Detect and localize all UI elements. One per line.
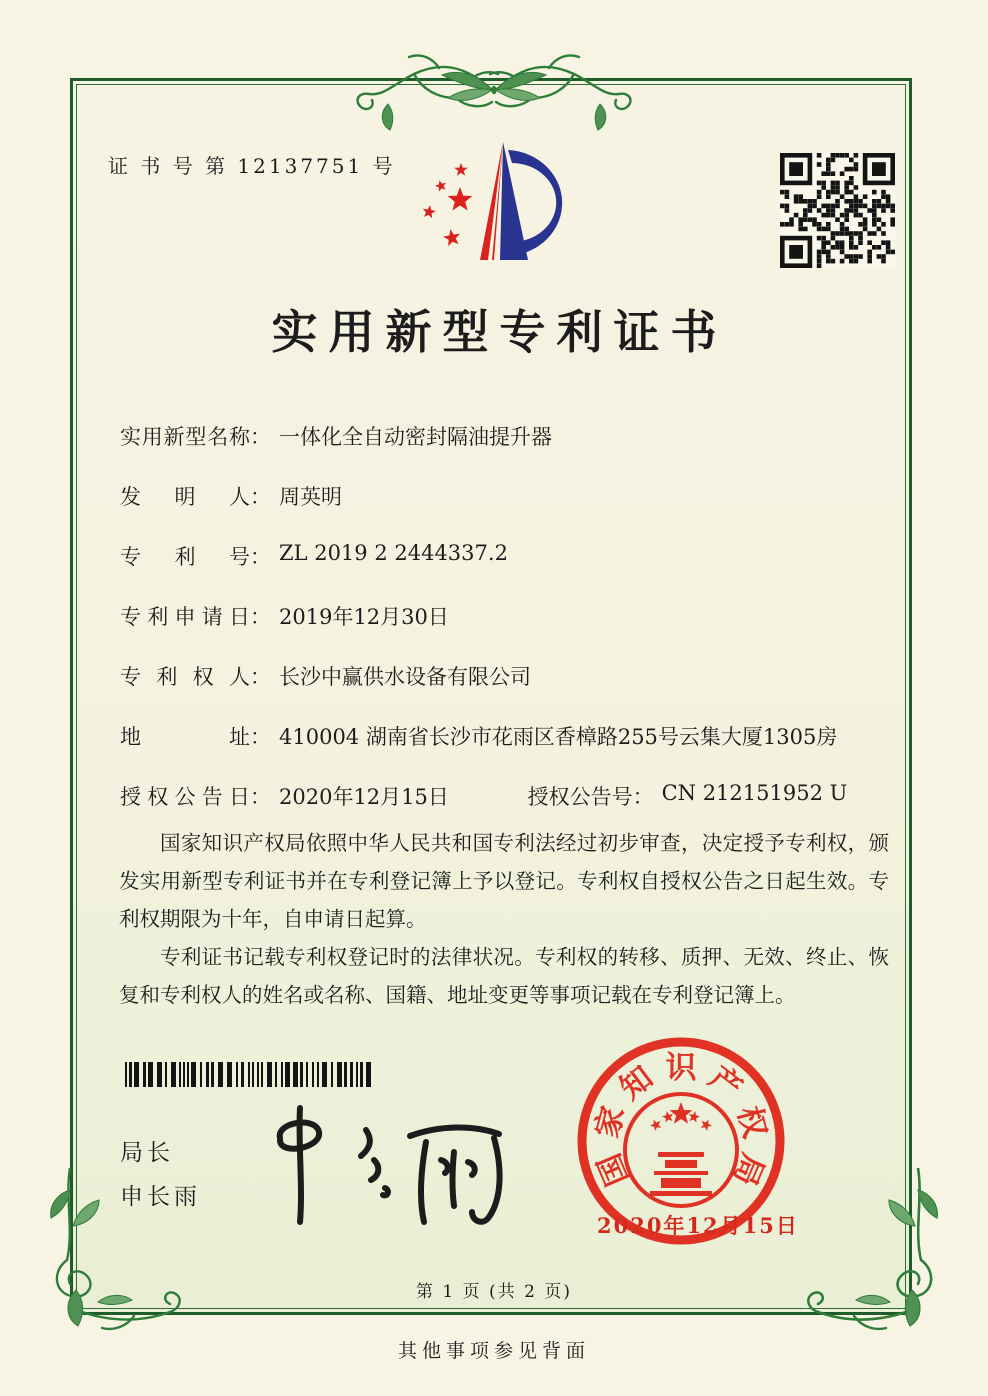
barcode-bar xyxy=(252,1062,254,1087)
barcode-bar xyxy=(148,1062,153,1087)
field-row-filing-date xyxy=(120,601,910,661)
barcode-bar xyxy=(285,1062,290,1087)
field-label: 专利申请日 xyxy=(120,605,250,629)
certificate-number: 证 书 号 第 12137751 号 xyxy=(108,154,396,178)
field-value: 周英明 xyxy=(279,485,342,509)
field-colon: ： xyxy=(250,485,271,509)
field-colon: ： xyxy=(250,545,271,569)
grant-date-value: 2020年12月15日 xyxy=(279,785,449,809)
field-value: ZL 2019 2 2444337.2 xyxy=(279,541,508,565)
svg-text:知: 知 xyxy=(613,1059,660,1107)
barcode-bar xyxy=(165,1062,167,1087)
barcode-bar xyxy=(206,1062,209,1087)
barcode-bar xyxy=(218,1062,223,1087)
barcode-bar xyxy=(129,1062,132,1087)
field-colon: ： xyxy=(250,605,271,629)
qr-code xyxy=(780,153,895,268)
svg-text:国: 国 xyxy=(591,1148,637,1191)
barcode-bar xyxy=(322,1062,327,1087)
barcode-bar xyxy=(187,1062,189,1087)
barcode-bar xyxy=(300,1062,303,1087)
barcode-bar xyxy=(227,1062,232,1087)
field-colon: ： xyxy=(632,785,654,809)
field-label: 授权公告日 xyxy=(120,785,250,809)
barcode-bar xyxy=(200,1062,202,1087)
autograph-signature xyxy=(258,1098,510,1230)
barcode-bar xyxy=(183,1062,185,1087)
barcode-bar xyxy=(356,1062,358,1087)
svg-text:局: 局 xyxy=(725,1148,771,1191)
signer-name: 申长雨 xyxy=(120,1184,201,1210)
barcode-bar xyxy=(317,1062,319,1087)
barcode-bar xyxy=(366,1062,371,1087)
barcode-bar xyxy=(179,1062,181,1087)
barcode-bar xyxy=(350,1062,353,1087)
barcode-bar xyxy=(191,1062,196,1087)
field-label: 发明人 xyxy=(120,485,250,509)
field-value: 2019年12月30日 xyxy=(279,605,449,629)
fields-block xyxy=(120,421,910,841)
field-colon: ： xyxy=(250,425,271,449)
barcode-bar xyxy=(360,1062,363,1087)
barcode-bar xyxy=(171,1062,176,1087)
barcode-bar xyxy=(125,1062,127,1087)
barcode-bar xyxy=(157,1062,162,1087)
barcode-bar xyxy=(293,1062,298,1087)
barcode-bar xyxy=(211,1062,214,1087)
logo-stars xyxy=(423,163,473,246)
field-row-address xyxy=(120,721,910,781)
field-label: 专利号 xyxy=(120,545,250,569)
legal-paragraph-1: 国家知识产权局依照中华人民共和国专利法经过初步审查，决定授予专利权，颁发实用新型专利证书并在专利登记簿上予以登记。专利权自授权公告之日起生效。专利权期限为十年，自申请日起算。 xyxy=(119,831,889,931)
barcode-bar xyxy=(337,1062,342,1087)
signer-role: 局长 xyxy=(120,1140,174,1166)
field-colon: ： xyxy=(250,725,271,749)
field-value: 长沙中赢供水设备有限公司 xyxy=(279,665,531,689)
field-value: 一体化全自动密封隔油提升器 xyxy=(279,425,552,449)
field-row-patentee xyxy=(120,661,910,721)
seal-date: 2020年12月15日 xyxy=(597,1213,799,1238)
barcode-bar xyxy=(236,1062,238,1087)
field-row-name xyxy=(120,421,910,481)
field-label: 地址 xyxy=(120,725,250,749)
grant-number-group xyxy=(528,781,848,811)
barcode-bar xyxy=(248,1062,250,1087)
svg-text:产: 产 xyxy=(702,1059,749,1107)
field-colon: ： xyxy=(250,665,271,689)
field-label: 专利权人 xyxy=(120,665,250,689)
field-label: 实用新型名称 xyxy=(120,425,250,449)
barcode-bar xyxy=(312,1062,314,1087)
field-label: 授权公告号 xyxy=(527,785,633,809)
barcode-bar xyxy=(257,1062,259,1087)
barcode-bar xyxy=(281,1062,283,1087)
barcode-bar xyxy=(275,1062,278,1087)
grant-number-value: CN 212151952 U xyxy=(661,781,848,805)
barcode-bar xyxy=(143,1062,146,1087)
barcode-bar xyxy=(267,1062,272,1087)
svg-text:识: 识 xyxy=(665,1050,697,1086)
barcode-bar xyxy=(261,1062,263,1087)
svg-text:权: 权 xyxy=(730,1102,773,1142)
barcode xyxy=(125,1062,373,1087)
barcode-bar xyxy=(344,1062,347,1087)
field-row-inventor xyxy=(120,481,910,541)
barcode-bar xyxy=(306,1062,308,1087)
field-row-patent-no xyxy=(120,541,910,601)
back-side-note: 其他事项参见背面 xyxy=(397,1340,590,1362)
national-emblem xyxy=(625,1094,737,1206)
legal-text-block xyxy=(119,824,889,1014)
field-colon: ： xyxy=(250,785,271,809)
legal-paragraph-2: 专利证书记载专利权登记时的法律状况。专利权的转移、质押、无效、终止、恢复和专利权人的姓名或名称、国籍、地址变更等事项记载在专利登记簿上。 xyxy=(119,945,889,1007)
barcode-bar xyxy=(241,1062,244,1087)
barcode-bar xyxy=(331,1062,333,1087)
cnipa-logo xyxy=(408,130,588,280)
svg-text:家: 家 xyxy=(589,1102,632,1142)
page-number: 第 1 页 (共 2 页) xyxy=(416,1282,572,1302)
certificate-title: 实用新型专利证书 xyxy=(271,305,728,359)
barcode-bar xyxy=(134,1062,139,1087)
field-value: 410004 湖南省长沙市花雨区香樟路255号云集大厦1305房 xyxy=(279,725,838,749)
